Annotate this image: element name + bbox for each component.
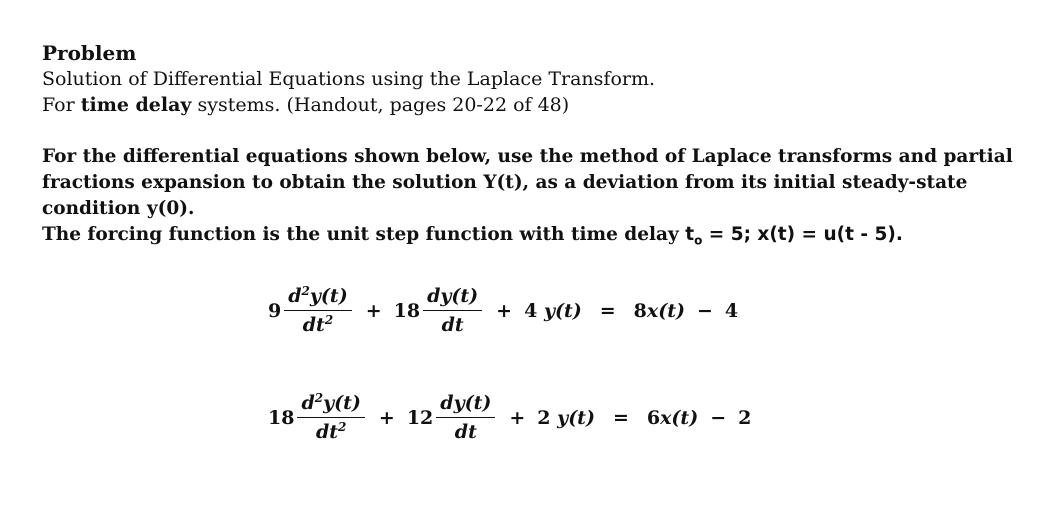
- eq1-plus-2: +: [496, 299, 513, 322]
- subtitle-emphasis: time delay: [80, 94, 192, 116]
- eq2-equals: =: [612, 406, 629, 429]
- subtitle-line-2: [42, 92, 1032, 118]
- eq2-rhs-coef: 6: [646, 406, 661, 429]
- problem-statement: [42, 144, 1032, 254]
- eq1-plus-1: +: [365, 299, 382, 322]
- eq1-rhs-x: x(t): [646, 299, 685, 322]
- subtitle-prefix: For: [42, 94, 81, 116]
- problem-document: [42, 40, 1032, 254]
- problem-title: Problem: [42, 41, 137, 65]
- forcing-t0: $t_o$: [685, 224, 703, 248]
- eq2-rhs-const: 2: [738, 406, 752, 429]
- forcing-function-line: [42, 222, 1032, 254]
- eq2-rhs-x: x(t): [660, 406, 699, 429]
- eq1-equals: =: [599, 299, 616, 322]
- eq1-rhs-const: 4: [724, 299, 739, 322]
- eq2-second-derivative: $\frac{d^2y(t)}{dt^2}$: [297, 391, 364, 444]
- eq2-plus-2: +: [509, 406, 526, 429]
- eq2-coef-c: 2: [537, 406, 551, 429]
- eq1-second-derivative: $\frac{d^2y(t)}{dt^2}$: [284, 284, 351, 337]
- subtitle-suffix: systems. (Handout, pages 20-22 of 48): [191, 94, 570, 116]
- eq1-coef-c: 4: [524, 299, 538, 322]
- equation-2: [268, 391, 751, 444]
- subtitle-line-1: Solution of Differential Equations using the Laplace Transform.: [42, 68, 656, 90]
- eq1-rhs-coef: 8: [633, 299, 647, 322]
- eq2-minus: −: [710, 406, 727, 429]
- eq1-coef-a: 9: [268, 299, 282, 322]
- eq2-coef-b: 12: [406, 406, 434, 429]
- eq1-first-derivative: $\frac{dy(t)}{dt}$: [423, 284, 482, 337]
- eq2-coef-a: 18: [268, 406, 295, 429]
- eq1-minus: −: [696, 299, 713, 322]
- eq2-plus-1: +: [378, 406, 395, 429]
- eq2-y: y(t): [557, 406, 595, 429]
- equation-1: [268, 284, 738, 337]
- forcing-text: The forcing function is the unit step function with time delay: [42, 224, 686, 245]
- eq1-y: y(t): [543, 299, 582, 322]
- statement-text: For the differential equations shown below, use the method of Laplace transforms and partial fractions expansion to obtain the solution Y(t), as a deviation from its initial steady-state condition y(0).: [42, 146, 1013, 219]
- forcing-definition: = 5; x(t) = u(t - 5).: [702, 224, 903, 245]
- eq1-coef-b: 18: [393, 299, 421, 322]
- eq2-first-derivative: $\frac{dy(t)}{dt}$: [436, 391, 495, 444]
